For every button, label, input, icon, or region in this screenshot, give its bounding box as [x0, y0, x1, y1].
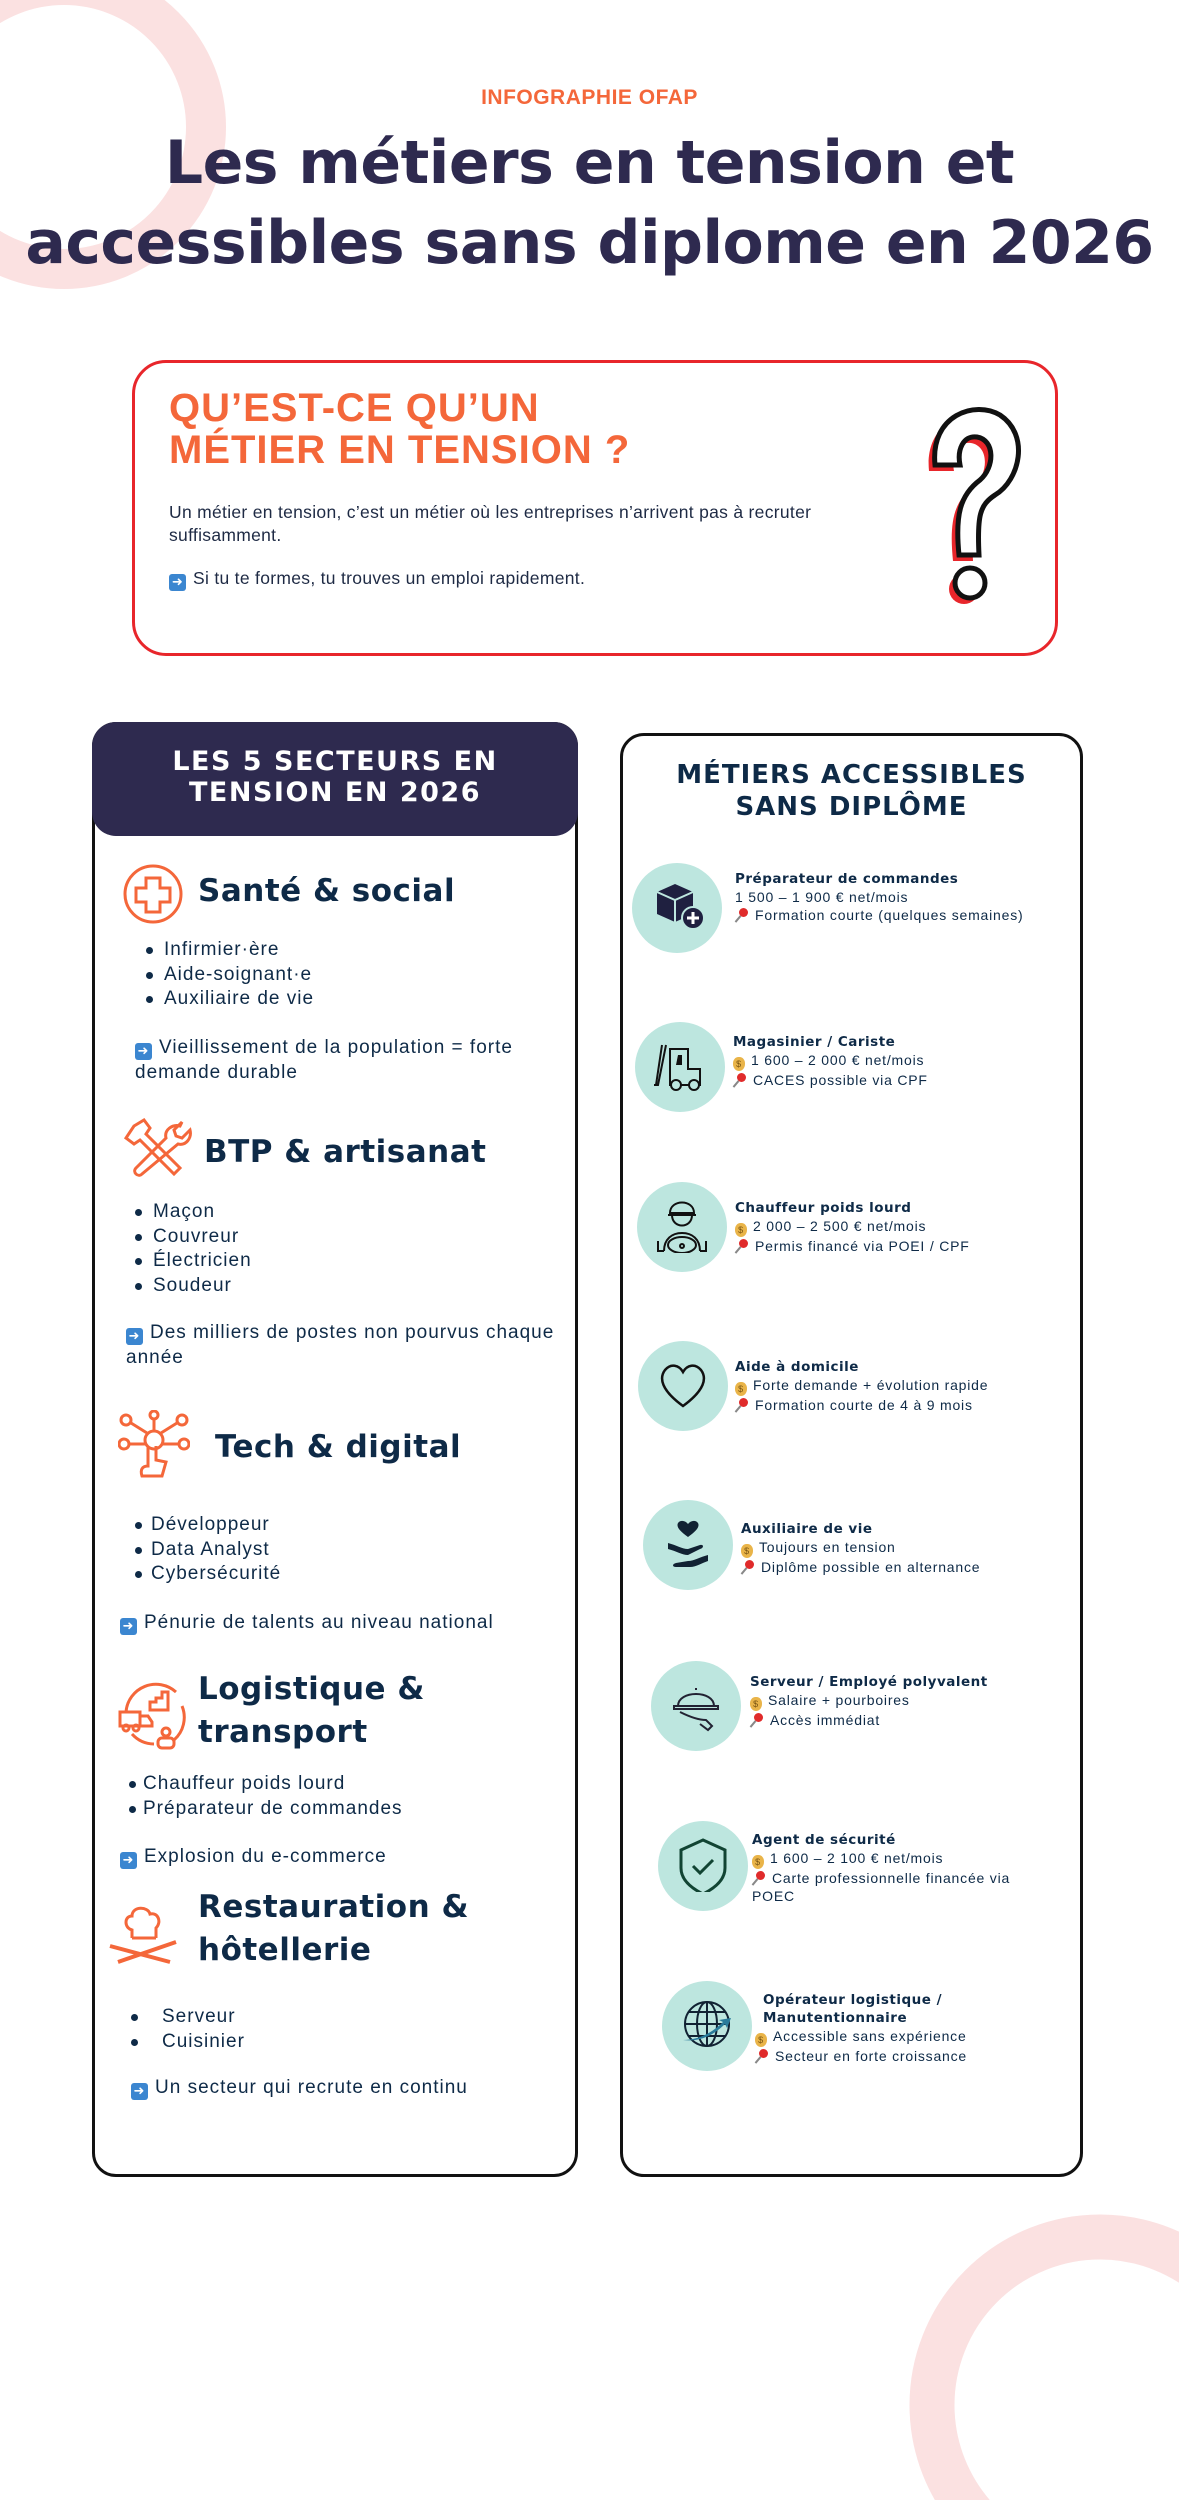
pin-icon	[755, 2049, 769, 2063]
job-title: Aide à domicile	[735, 1359, 859, 1375]
job-icon-circle	[651, 1661, 741, 1751]
job-line2	[735, 1237, 1055, 1255]
bullet-dot-icon	[129, 1806, 136, 1813]
sectors-card-header	[92, 722, 578, 836]
bullet-dot-icon	[131, 2039, 138, 2046]
sector-job-label: Développeur	[151, 1514, 270, 1535]
job-title: Agent de sécurité	[752, 1832, 896, 1848]
job-line1	[750, 1691, 1055, 1711]
package-add-icon	[649, 878, 705, 939]
sector-job-label: Infirmier·ère	[164, 939, 280, 960]
job-line2-text: Secteur en forte croissance	[775, 2048, 968, 2064]
sector-job-label: Cybersécurité	[151, 1563, 282, 1585]
job-entry	[755, 1991, 1055, 2065]
money-bag-icon: $	[735, 1382, 747, 1396]
sector-job-label: Data Analyst	[151, 1538, 270, 1560]
job-entry	[750, 1673, 1055, 1729]
job-line1	[735, 1376, 1055, 1396]
job-entry	[735, 870, 1055, 924]
sector-heading: Restauration & hôtellerie	[198, 1889, 469, 1968]
sector-note	[135, 1036, 562, 1085]
pin-icon	[750, 1713, 764, 1727]
chef-hat-icon	[108, 1898, 180, 1970]
sector-job-label: Couvreur	[153, 1225, 240, 1247]
money-bag-icon: $	[741, 1544, 753, 1558]
job-entry	[752, 1831, 1055, 1905]
job-line1-text: Salaire + pourboires	[768, 1692, 910, 1708]
job-title: Auxiliaire de vie	[741, 1521, 873, 1537]
jobs-title-line1: MÉTIERS ACCESSIBLES	[676, 760, 1027, 790]
pin-icon	[735, 1398, 749, 1412]
job-line1	[733, 1051, 1055, 1071]
job-entry	[735, 1199, 1055, 1255]
sector-heading: Logistique & transport	[198, 1671, 425, 1750]
arrow-right-icon: ➜	[135, 1043, 152, 1060]
job-line1	[755, 2027, 1055, 2047]
globe-arrow-icon	[679, 1996, 735, 2057]
jobs-title-line2: SANS DIPLÔME	[735, 792, 968, 822]
sector-note-text: Vieillissement de la population = forte demande durable	[135, 1037, 513, 1083]
heart-icon	[655, 1356, 711, 1417]
definition-heading-line2: MÉTIER EN TENSION ?	[169, 428, 631, 472]
definition-text: Un métier en tension, c’est un métier où les entreprises n’arrivent pas à recruter suffisamment.	[169, 502, 812, 545]
kicker-label: INFOGRAPHIE OFAP	[481, 86, 698, 109]
pin-icon	[733, 1073, 747, 1087]
job-icon-circle	[632, 863, 722, 953]
job-icon-circle	[662, 1981, 752, 2071]
sector-note-text: Explosion du e-commerce	[144, 1846, 387, 1867]
sector-note	[120, 1611, 562, 1636]
job-title: Magasinier / Cariste	[733, 1034, 896, 1050]
job-title: Opérateur logistique / Manutentionnaire	[763, 1992, 943, 2026]
sector-note-text: Pénurie de talents au niveau national	[144, 1612, 494, 1633]
pin-icon	[735, 908, 749, 922]
medical-cross-icon	[117, 858, 189, 930]
job-line2-text: Formation courte (quelques semaines)	[755, 907, 1024, 923]
job-line1	[752, 1849, 1055, 1869]
tools-icon	[122, 1112, 194, 1184]
definition-arrow-line	[169, 567, 869, 591]
arrow-right-icon: ➜	[169, 574, 186, 591]
job-line1-text: 1 500 – 1 900 € net/mois	[735, 889, 909, 905]
job-line2-text: Diplôme possible en alternance	[761, 1559, 981, 1575]
arrow-right-icon: ➜	[131, 2083, 148, 2100]
definition-heading-line1: QU’EST-CE QU’UN	[169, 386, 540, 430]
money-bag-icon: $	[755, 2033, 767, 2047]
arrow-right-icon: ➜	[120, 1618, 137, 1635]
bullet-dot-icon	[135, 1547, 142, 1554]
job-line1-text: Forte demande + évolution rapide	[753, 1377, 989, 1393]
job-line2	[735, 1396, 1055, 1414]
arrow-right-icon: ➜	[120, 1852, 137, 1869]
job-line1	[735, 1217, 1055, 1237]
bullet-dot-icon	[129, 1781, 136, 1788]
job-line2	[733, 1071, 1055, 1089]
job-line2-text: Carte professionnelle financée via POEC	[752, 1870, 1011, 1904]
digital-network-icon	[118, 1410, 190, 1482]
sector-note	[131, 2076, 562, 2101]
sector-job-label: Électricien	[153, 1250, 252, 1272]
sector-job-label: Préparateur de commandes	[143, 1797, 403, 1819]
job-icon-circle	[643, 1500, 733, 1590]
sector-job-label: Soudeur	[153, 1274, 232, 1296]
decorative-ring-bottom	[890, 2190, 1179, 2500]
job-line2	[752, 1869, 1055, 1905]
serving-cloche-icon	[668, 1676, 724, 1737]
job-line2-text: CACES possible via CPF	[753, 1072, 928, 1088]
page-title-line1: Les métiers en tension et	[164, 128, 1015, 198]
sector-heading: Santé & social	[198, 873, 456, 909]
bullet-dot-icon	[135, 1522, 142, 1529]
job-line1	[741, 1538, 1055, 1558]
sector-job-label: Chauffeur poids lourd	[143, 1773, 346, 1794]
job-entry	[733, 1033, 1055, 1089]
job-line1	[735, 888, 1055, 906]
job-entry	[741, 1520, 1055, 1576]
sector-job-label: Auxiliaire de vie	[164, 988, 315, 1010]
pin-icon	[735, 1239, 749, 1253]
job-line2	[735, 906, 1055, 924]
sector-note	[126, 1321, 562, 1370]
sector-heading: Tech & digital	[215, 1429, 462, 1465]
job-title: Serveur / Employé polyvalent	[750, 1674, 988, 1690]
arrow-right-icon: ➜	[126, 1328, 143, 1345]
job-title: Préparateur de commandes	[735, 871, 959, 887]
sector-note-text: Un secteur qui recrute en continu	[155, 2077, 468, 2098]
question-mark-icon	[915, 395, 1035, 610]
bullet-dot-icon	[146, 972, 153, 979]
bullet-dot-icon	[131, 2014, 138, 2021]
money-bag-icon: $	[752, 1855, 764, 1869]
job-line2	[755, 2047, 1055, 2065]
job-title: Chauffeur poids lourd	[735, 1200, 912, 1216]
bullet-dot-icon	[135, 1283, 142, 1290]
pin-icon	[741, 1560, 755, 1574]
job-line1-text: 2 000 – 2 500 € net/mois	[753, 1218, 927, 1234]
job-icon-circle	[637, 1182, 727, 1272]
job-line1-text: 1 600 – 2 100 € net/mois	[770, 1850, 944, 1866]
sector-heading: BTP & artisanat	[204, 1134, 487, 1170]
sector-job-label: Cuisinier	[162, 2030, 245, 2052]
job-icon-circle	[638, 1341, 728, 1431]
money-bag-icon: $	[750, 1697, 762, 1711]
forklift-icon	[652, 1037, 708, 1098]
job-line2	[750, 1711, 1055, 1729]
job-line2-text: Accès immédiat	[770, 1712, 881, 1728]
sectors-title-line2: TENSION EN 2026	[189, 777, 481, 808]
sector-note-text: Des milliers de postes non pourvus chaque année	[126, 1322, 555, 1368]
sector-note	[120, 1845, 562, 1870]
shield-check-icon	[675, 1836, 731, 1897]
pin-icon	[752, 1871, 766, 1885]
job-line2	[741, 1558, 1055, 1576]
job-icon-circle	[658, 1821, 748, 1911]
page-title-line2: accessibles sans diplome en 2026	[25, 208, 1154, 278]
sector-job-label: Serveur	[162, 2006, 236, 2027]
sector-job-label: Maçon	[153, 1201, 216, 1222]
job-entry	[735, 1358, 1055, 1414]
job-line2-text: Formation courte de 4 à 9 mois	[755, 1397, 973, 1413]
job-line1-text: Toujours en tension	[759, 1539, 896, 1555]
definition-arrow-text: Si tu te formes, tu trouves un emploi rapidement.	[193, 568, 586, 588]
job-icon-circle	[635, 1022, 725, 1112]
sector-job-label: Aide-soignant·e	[164, 963, 313, 985]
bullet-dot-icon	[135, 1234, 142, 1241]
bullet-dot-icon	[135, 1209, 142, 1216]
caring-hands-icon	[660, 1515, 716, 1576]
bullet-dot-icon	[146, 947, 153, 954]
job-line1-text: Accessible sans expérience	[773, 2028, 967, 2044]
money-bag-icon: $	[735, 1223, 747, 1237]
truck-driver-icon	[654, 1197, 710, 1258]
money-bag-icon: $	[733, 1057, 745, 1071]
job-line2-text: Permis financé via POEI / CPF	[755, 1238, 970, 1254]
sectors-title-line1: LES 5 SECTEURS EN	[172, 746, 498, 777]
job-line1-text: 1 600 – 2 000 € net/mois	[751, 1052, 925, 1068]
logistics-icon	[118, 1682, 190, 1754]
